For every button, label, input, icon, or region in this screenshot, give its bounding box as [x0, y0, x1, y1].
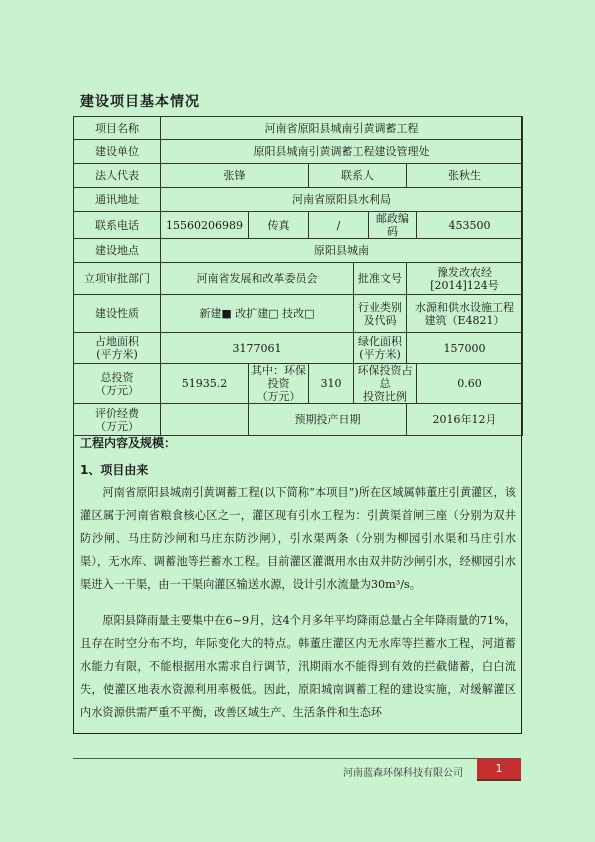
area-label: [74, 333, 161, 364]
invest-label-line2: （万元）: [95, 383, 139, 397]
content-heading: 工程内容及规模：: [80, 436, 177, 450]
project-name-value: 河南省原阳县城南引黄调蓄工程: [161, 117, 523, 140]
eval-fee-value: [161, 404, 249, 436]
table-row: [74, 263, 523, 295]
project-name-label: 项目名称: [74, 117, 161, 140]
env-ratio-label-line1: 环保投资占总: [357, 364, 413, 390]
invest-label: [74, 364, 161, 404]
phone-value: 15560206989: [161, 212, 249, 239]
env-invest-label: [249, 364, 309, 404]
site-label: 建设地点: [74, 239, 161, 263]
eval-fee-label-line1: 评价经费: [95, 406, 139, 420]
project-info-table: [73, 116, 523, 436]
site-value: 原阳县城南: [161, 239, 523, 263]
postcode-value: 453500: [417, 212, 523, 239]
paragraph-origin-1: 河南省原阳县城南引黄调蓄工程(以下简称“本项目”)所在区域属韩董庄引黄灌区，该灌区属于河南省粮食核心区之一，灌区现有引水工程为：引黄渠首闸三座（分别为双井防沙闸、马庄防沙闸和马庄东防沙闸），引水渠两条（分别为柳园引水渠和马庄引水渠），无水库、调蓄池等拦蓄水工程。目前灌区灌溉用水由双井防沙闸引水，经柳园引水渠进入一干渠，由一干渠向灌区输送水源，设计引水流量为30m³/s。: [80, 486, 516, 591]
contact-value: 张秋生: [407, 164, 523, 188]
address-label: 通讯地址: [74, 188, 161, 212]
env-invest-label-line2: （万元）: [256, 390, 301, 403]
table-row: [74, 333, 523, 364]
env-ratio-label-line2: 投资比例: [363, 390, 407, 403]
env-ratio-value: 0.60: [417, 364, 523, 404]
industry-line1: 水源和供水设施工程: [415, 300, 514, 314]
address-value: 河南省原阳县水利局: [161, 188, 523, 212]
operation-date-value: 2016年12月: [407, 404, 523, 436]
env-invest-label-line1: 其中：环保投资: [251, 364, 306, 390]
unit-value: 原阳县城南引黄调蓄工程建设管理处: [161, 140, 523, 164]
contact-label: 联系人: [309, 164, 407, 188]
green-value: 157000: [407, 333, 523, 364]
industry-line2: 建筑（E4821）: [424, 313, 505, 327]
approval-no-line2: [2014]124号: [430, 278, 499, 292]
fax-value: /: [309, 212, 369, 239]
table-row: [74, 239, 523, 263]
nature-label: 建设性质: [74, 295, 161, 333]
area-label-line2: (平方米): [96, 348, 138, 361]
industry-value: [407, 295, 523, 333]
paragraph-origin-2: 原阳县降雨量主要集中在6~9月，这4个月多年平均降雨总量占全年降雨量的71%，且存在时空分布不均，年际变化大的特点。韩董庄灌区内无水库等拦蓄水工程，河道蓄水能力有限，不能根据用水需求自行调节，汛期雨水不能得到有效的拦截储蓄，白白流失，使灌区地表水资源利用率极低。因此，原阳城南调蓄工程的建设实施，对缓解灌区内水资源供需严重不平衡，改善区域生产、生活条件和生态环: [80, 614, 516, 719]
table-row: [74, 140, 523, 164]
approval-no-value: [407, 263, 523, 295]
area-value: 3177061: [161, 333, 354, 364]
table-row: [74, 188, 523, 212]
approval-dept-value: 河南省发展和改革委员会: [161, 263, 354, 295]
table-row: [74, 295, 523, 333]
industry-label: [354, 295, 407, 333]
invest-label-line1: 总投资: [100, 370, 134, 384]
fax-label: 传真: [249, 212, 309, 239]
table-row: [74, 212, 523, 239]
table-row: [74, 117, 523, 140]
page-title: 建设项目基本情况: [80, 94, 200, 110]
area-label-line1: 占地面积: [95, 335, 139, 348]
footer-divider: [73, 758, 521, 759]
footer-company: 河南蓝森环保科技有限公司: [343, 768, 463, 779]
legal-rep-label: 法人代表: [74, 164, 161, 188]
table-row: [74, 404, 523, 436]
approval-no-label: 批准文号: [354, 263, 407, 295]
green-label-line1: 绿化面积: [358, 335, 402, 348]
legal-rep-value: 张锋: [161, 164, 309, 188]
sub-heading: 1、项目由来: [80, 463, 149, 477]
eval-fee-label: [74, 404, 161, 436]
operation-date-label: 预期投产日期: [249, 404, 407, 436]
eval-fee-label-line2: （万元）: [95, 419, 139, 433]
green-label: [354, 333, 407, 364]
env-ratio-label: [354, 364, 417, 404]
table-row: [74, 164, 523, 188]
nature-value: 新建■ 改扩建□ 技改□: [161, 295, 354, 333]
page-number: 1: [477, 759, 521, 781]
env-invest-value: 310: [309, 364, 354, 404]
industry-label-line1: 行业类别: [358, 300, 402, 314]
phone-label: 联系电话: [74, 212, 161, 239]
industry-label-line2: 及代码: [363, 313, 397, 327]
green-label-line2: (平方米): [359, 348, 401, 361]
approval-no-line1: 豫发改农经: [437, 265, 492, 279]
unit-label: 建设单位: [74, 140, 161, 164]
approval-dept-label: 立项审批部门: [74, 263, 161, 295]
table-row: [74, 364, 523, 404]
invest-value: 51935.2: [161, 364, 249, 404]
postcode-label: 邮政编码: [369, 212, 417, 239]
